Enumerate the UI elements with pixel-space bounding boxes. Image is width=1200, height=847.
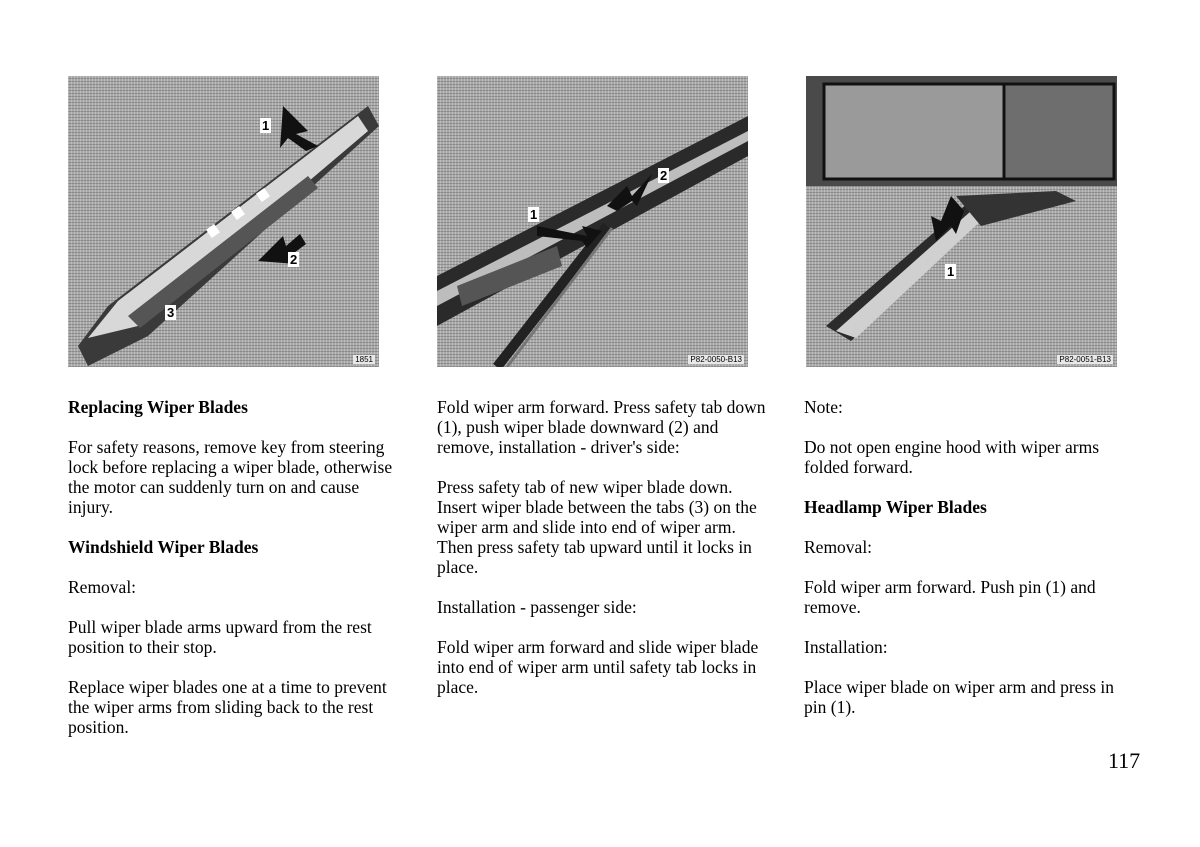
figure-wiper-blade-2 [437,76,748,367]
note-text: Do not open engine hood with wiper arms folded forward. [804,437,1100,477]
replace-one-at-a-time-paragraph: Replace wiper blades one at a time to prevent the wiper arms from sliding back to the rest position. [68,677,387,737]
removal-label: Removal: [68,577,137,597]
passenger-side-paragraph: Fold wiper arm forward and slide wiper blade into end of wiper arm until safety tab locks in place. [437,637,759,697]
pull-arms-paragraph: Pull wiper blade arms upward from the rest position to their stop. [68,617,372,657]
figure-code: 1851 [355,355,373,364]
headlamp-removal-paragraph: Fold wiper arm forward. Push pin (1) and remove. [804,577,1096,617]
wiper-arm-illustration [437,76,748,367]
heading-headlamp-wiper-blades: Headlamp Wiper Blades [804,497,987,517]
wiper-blade-illustration [68,76,379,367]
callout-2: 2 [290,252,298,267]
heading-replacing-wiper-blades: Replacing Wiper Blades [68,397,248,417]
figure-code: P82-0050-B13 [690,355,742,364]
callout-1: 1 [947,264,955,279]
installation-passenger-label: Installation - passenger side: [437,597,637,617]
callout-2: 2 [660,168,668,183]
callout-1: 1 [262,118,270,133]
column-1-text [68,397,398,757]
figure-code: P82-0051-B13 [1059,355,1111,364]
figure-wiper-blade-1 [68,76,379,367]
note-label: Note: [804,397,843,417]
headlamp-installation-paragraph: Place wiper blade on wiper arm and press in pin (1). [804,677,1115,717]
callout-3: 3 [167,305,175,320]
callout-1: 1 [530,207,538,222]
headlamp-wiper-illustration [806,76,1117,367]
figure-headlamp-wiper [806,76,1117,367]
page-number: 117 [1108,748,1141,773]
safety-paragraph: For safety reasons, remove key from steering lock before replacing a wiper blade, otherwise the motor can suddenly turn on and cause injury. [68,437,393,517]
driver-side-installation-paragraph: Press safety tab of new wiper blade down. Insert wiper blade between the tabs (3) on the wiper arm and slide into end of wiper arm. Then press safety tab upward until it locks in place. [437,477,757,577]
column-3-text [804,397,1134,737]
installation-label: Installation: [804,637,888,657]
column-2-text [437,397,767,717]
removal-label: Removal: [804,537,873,557]
driver-side-removal-paragraph: Fold wiper arm forward. Press safety tab down (1), push wiper blade downward (2) and remove, installation - driver's side: [437,397,766,457]
heading-windshield-wiper-blades: Windshield Wiper Blades [68,537,259,557]
